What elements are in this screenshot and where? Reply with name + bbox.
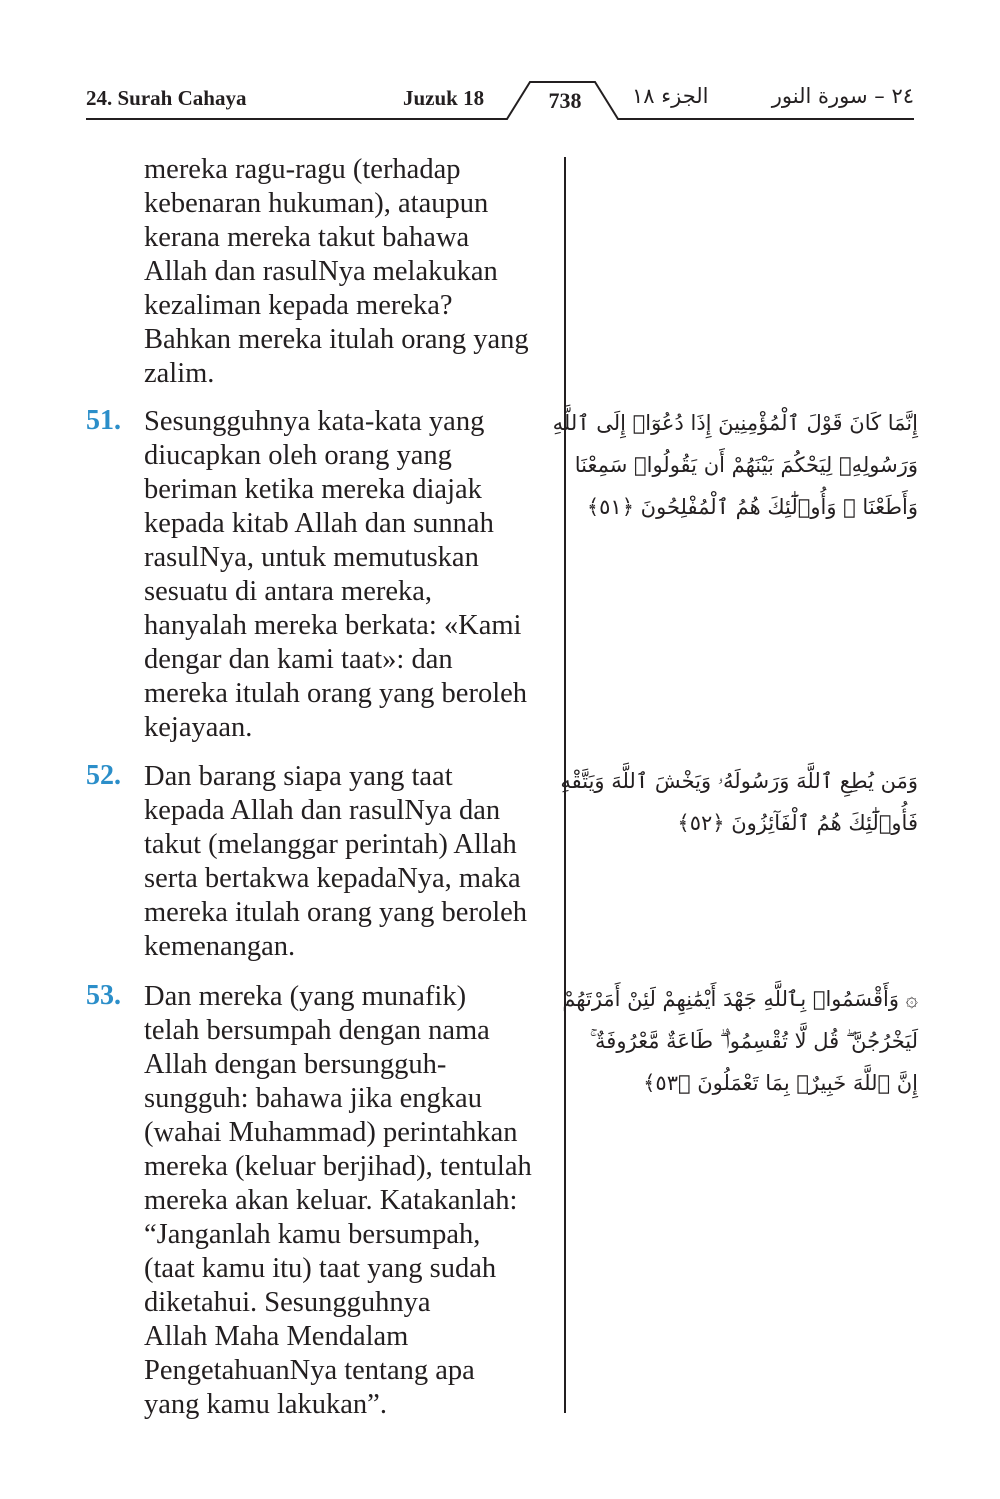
verse-52-translation bbox=[144, 760, 559, 964]
text-line: mereka itulah orang yang beroleh bbox=[144, 678, 528, 709]
text-line: beriman ketika mereka diajak bbox=[144, 474, 482, 505]
text-line: Bahkan mereka itulah orang yang bbox=[144, 324, 529, 355]
arabic-line: إِنَّ ٱللَّهَ خَبِيرٌۢ بِمَا تَعْمَلُونَ ﴿٥٣﴾ bbox=[643, 1071, 918, 1095]
text-line: takut (melanggar perintah) Allah bbox=[144, 829, 517, 860]
text-line: kepada kitab Allah dan sunnah bbox=[144, 508, 494, 539]
text-line: “Janganlah kamu bersumpah, bbox=[144, 1219, 481, 1250]
header-rule bbox=[0, 0, 1000, 140]
arabic-line: وَرَسُولِهِۦ لِيَحْكُمَ بَيْنَهُمْ أَن يَقُولُوا۟ سَمِعْنَا bbox=[574, 453, 918, 477]
arabic-line: لَيَخْرُجُنَّ ۖ قُل لَّا تُقْسِمُوا۟ ۖ طَاعَةٌ مَّعْرُوفَةٌ ۚ bbox=[589, 1029, 918, 1053]
text-line: kezaliman kepada mereka? bbox=[144, 290, 453, 321]
text-line: serta bertakwa kepadaNya, maka bbox=[144, 863, 521, 894]
text-line: kerana mereka takut bahawa bbox=[144, 222, 470, 253]
arabic-line: إِنَّمَا كَانَ قَوْلَ ٱلْمُؤْمِنِينَ إِذَا دُعُوٓا۟ إِلَى ٱللَّهِ bbox=[552, 411, 918, 435]
verse-52-arabic bbox=[560, 760, 918, 844]
verse-number-51: 51. bbox=[86, 405, 121, 436]
arabic-line: فَأُو۟لَٰٓئِكَ هُمُ ٱلْفَآئِزُونَ ﴿٥٢﴾ bbox=[677, 811, 918, 835]
text-line: Sesungguhnya kata-kata yang bbox=[144, 406, 485, 437]
text-line: hanyalah mereka berkata: «Kami bbox=[144, 610, 522, 641]
page-number: 738 bbox=[548, 88, 582, 113]
text-line: Allah Maha Mendalam bbox=[144, 1321, 409, 1352]
text-line: yang kamu lakukan”. bbox=[144, 1389, 387, 1420]
verse-53-arabic bbox=[562, 978, 918, 1104]
verse-number-53: 53. bbox=[86, 980, 121, 1011]
text-line: Dan barang siapa yang taat bbox=[144, 761, 453, 792]
text-line: dengar dan kami taat»: dan bbox=[144, 644, 453, 675]
header-surah-arabic: ٢٤ – سورة النور bbox=[771, 84, 914, 108]
text-line: sungguh: bahawa jika engkau bbox=[144, 1083, 482, 1114]
arabic-line: وَأَطَعْنَا ۚ وَأُو۟لَٰٓئِكَ هُمُ ٱلْمُفْلِحُونَ ﴿٥١﴾ bbox=[586, 495, 918, 519]
verse-51-translation bbox=[144, 405, 559, 745]
text-line: kepada Allah dan rasulNya dan bbox=[144, 795, 501, 826]
text-line: kejayaan. bbox=[144, 712, 253, 743]
text-line: zalim. bbox=[144, 358, 215, 389]
header-juzuk: Juzuk 18 bbox=[403, 86, 485, 110]
text-line: mereka akan keluar. Katakanlah: bbox=[144, 1185, 518, 1216]
text-line: rasulNya, untuk memutuskan bbox=[144, 542, 479, 573]
arabic-line: ۞ وَأَقْسَمُوا۟ بِٱللَّهِ جَهْدَ أَيْمَٰنِهِمْ لَئِنْ أَمَرْتَهُمْ bbox=[562, 987, 918, 1011]
text-line: Allah dan rasulNya melakukan bbox=[144, 256, 498, 287]
text-line: kemenangan. bbox=[144, 931, 296, 962]
text-line: Allah dengan bersungguh- bbox=[144, 1049, 447, 1080]
text-line: PengetahuanNya tentang apa bbox=[144, 1355, 475, 1386]
text-line: diucapkan oleh orang yang bbox=[144, 440, 452, 471]
text-line: kebenaran hukuman), ataupun bbox=[144, 188, 489, 219]
arabic-line: وَمَن يُطِعِ ٱللَّهَ وَرَسُولَهُۥ وَيَخْشَ ٱللَّهَ وَيَتَّقْهِ bbox=[560, 769, 918, 793]
header-surah-title: 24. Surah Cahaya bbox=[86, 86, 247, 110]
verse-number-52: 52. bbox=[86, 760, 121, 791]
text-line: mereka ragu-ragu (terhadap bbox=[144, 154, 461, 185]
verse-51-arabic bbox=[552, 402, 918, 528]
text-line: mereka (keluar berjihad), tentulah bbox=[144, 1151, 532, 1182]
text-line: mereka itulah orang yang beroleh bbox=[144, 897, 528, 928]
verse-53-translation bbox=[144, 980, 559, 1422]
text-line: sesuatu di antara mereka, bbox=[144, 576, 433, 607]
text-line: (taat kamu itu) taat yang sudah bbox=[144, 1253, 497, 1284]
continuation-text bbox=[144, 153, 559, 391]
text-line: Dan mereka (yang munafik) bbox=[144, 981, 467, 1012]
text-line: (wahai Muhammad) perintahkan bbox=[144, 1117, 518, 1148]
header-juz-arabic: الجزء ١٨ bbox=[632, 84, 709, 108]
text-line: diketahui. Sesungguhnya bbox=[144, 1287, 431, 1318]
text-line: telah bersumpah dengan nama bbox=[144, 1015, 490, 1046]
